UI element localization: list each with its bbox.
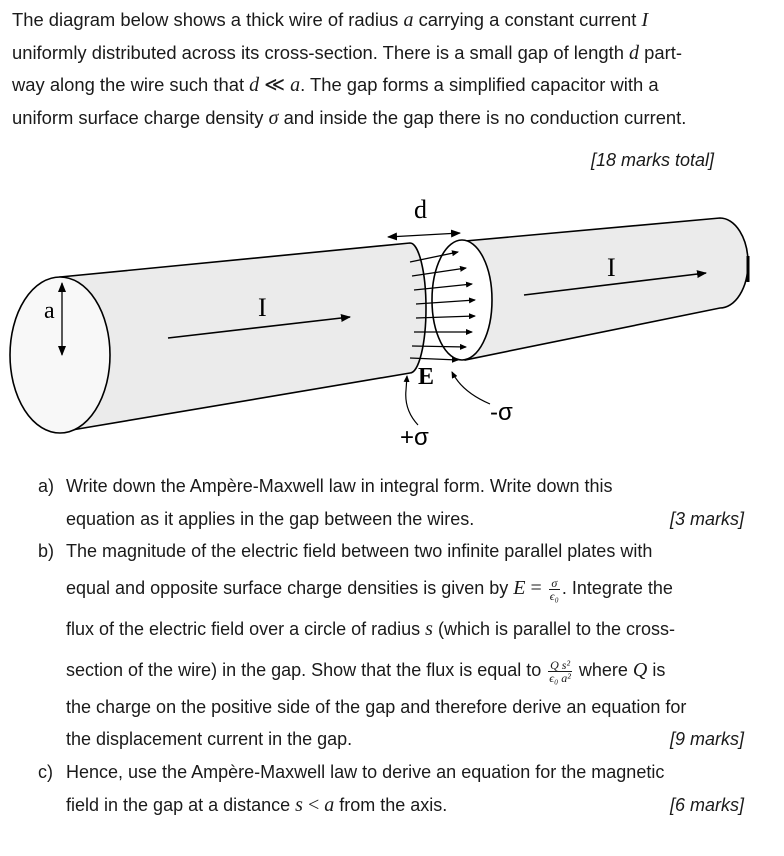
question-b-text-5: the charge on the positive side of the gap and therefore derive an equation for xyxy=(66,696,687,717)
question-a-text-1: Write down the Ampère-Maxwell law in integral form. Write down this xyxy=(66,476,613,496)
question-b-line-5 xyxy=(38,691,750,724)
wire-gap-diagram xyxy=(0,180,784,455)
question-b-text-1: The magnitude of the electric field between two infinite parallel plates with xyxy=(66,541,653,562)
plus-sigma-label: +σ xyxy=(400,424,429,451)
question-c-text-1: Hence, use the Ampère-Maxwell law to derive an equation for the magnetic xyxy=(66,761,665,782)
question-b-text-4: section of the wire) in the gap. Show that the flux is equal to $\frac{\text{Q s²}}{\text{ϵ₀ a²}}$ where Q is xyxy=(66,657,666,685)
field-fraction: $\frac{\sigma}{\text{ϵ₀}}$ xyxy=(549,575,559,603)
minus-sigma-label: -σ xyxy=(490,399,513,426)
question-c-text-2: field in the gap at a distance s < a from the axis. xyxy=(66,793,448,816)
question-a-text-2: equation as it applies in the gap between the wires. xyxy=(66,508,475,529)
question-c-marks: [6 marks] xyxy=(669,794,744,815)
total-marks: [18 marks total] xyxy=(590,150,714,170)
question-b-line-2 xyxy=(38,568,750,609)
gap-length-label: d xyxy=(414,195,427,224)
problem-intro xyxy=(12,4,774,134)
intro-line-2: uniformly distributed across its cross-section. There is a small gap of length d part- xyxy=(12,41,682,64)
question-c xyxy=(38,756,750,789)
question-a-line-2 xyxy=(38,503,750,536)
question-b-line-4 xyxy=(38,650,750,691)
intro-line-3: way along the wire such that d ≪ a. The gap forms a simplified capacitor with a xyxy=(12,74,659,97)
electric-field-label: E xyxy=(418,364,435,390)
left-wire-end-face xyxy=(10,277,110,433)
gap-width-arrow xyxy=(388,233,460,237)
question-c-label: c) xyxy=(38,761,53,782)
question-list xyxy=(38,470,750,821)
question-a xyxy=(38,470,750,503)
question-a-marks: [3 marks] xyxy=(669,508,744,529)
question-b-text-2: equal and opposite surface charge densities is given by E = $\frac{\sigma}{\text{ϵ₀}}$ . Integrate the xyxy=(66,575,673,603)
minus-sigma-pointer xyxy=(452,372,490,404)
plus-sigma-pointer xyxy=(406,376,418,425)
current-label-left: I xyxy=(258,293,267,322)
flux-fraction: $\frac{\text{Q s²}}{\text{ϵ₀ a²}}$ xyxy=(549,657,571,685)
question-b xyxy=(38,535,750,568)
intro-line-4: uniform surface charge density σ and inside the gap there is no conduction current. xyxy=(12,106,687,129)
question-b-text-6: the displacement current in the gap. xyxy=(66,729,353,750)
question-b-text-3: flux of the electric field over a circle of radius s (which is parallel to the cross- xyxy=(66,617,676,640)
right-gap-face xyxy=(432,240,492,360)
question-b-line-3 xyxy=(38,609,750,650)
intro-line-1: The diagram below shows a thick wire of radius a carrying a constant current I xyxy=(12,9,649,31)
current-label-right: I xyxy=(607,253,616,282)
question-a-label: a) xyxy=(38,476,55,496)
radius-label: a xyxy=(44,298,55,324)
question-b-marks: [9 marks] xyxy=(669,729,744,750)
question-b-line-6 xyxy=(38,723,750,756)
question-c-line-2 xyxy=(38,789,750,822)
question-b-label: b) xyxy=(38,541,55,562)
